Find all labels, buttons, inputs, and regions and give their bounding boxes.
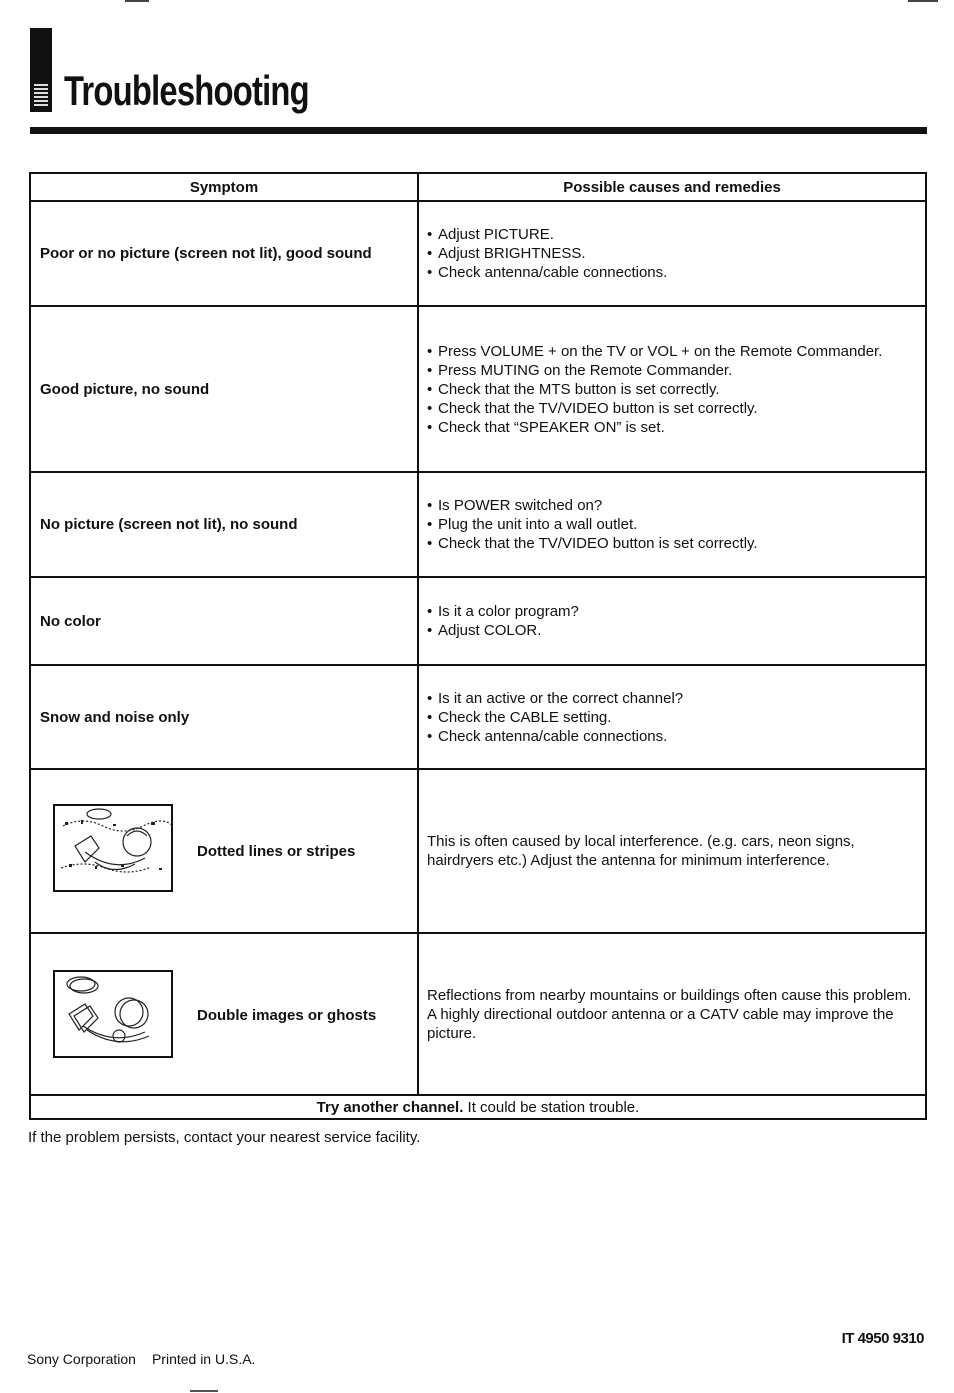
column-header-remedies: Possible causes and remedies bbox=[418, 173, 926, 201]
remedy-item: • Check antenna/cable connections. bbox=[427, 263, 915, 282]
symptom-label: Dotted lines or stripes bbox=[197, 843, 356, 860]
symptom-cell: Poor or no picture (screen not lit), good sound bbox=[30, 201, 418, 306]
table-row bbox=[30, 201, 926, 306]
footer-text: It could be station trouble. bbox=[463, 1098, 640, 1116]
ghost-image-tv-illustration bbox=[53, 970, 173, 1058]
table-row bbox=[30, 577, 926, 665]
symptom-label: Double images or ghosts bbox=[197, 1007, 377, 1024]
interference-tv-illustration bbox=[53, 804, 173, 892]
printed-location: Printed in U.S.A. bbox=[151, 1351, 256, 1367]
remedy-item: • Check the CABLE setting. bbox=[427, 708, 915, 727]
section-tab-marker bbox=[30, 28, 52, 112]
remedies-cell bbox=[418, 201, 926, 306]
remedies-cell bbox=[418, 577, 926, 665]
remedy-item: • Check that “SPEAKER ON” is set. bbox=[427, 418, 915, 437]
remedy-item: • Plug the unit into a wall outlet. bbox=[427, 515, 915, 534]
company-name: Sony Corporation bbox=[27, 1351, 136, 1367]
persist-note: If the problem persists, contact your nearest service facility. bbox=[28, 1129, 421, 1146]
remedies-cell bbox=[418, 472, 926, 577]
imprint bbox=[27, 1351, 271, 1367]
symptom-cell: Snow and noise only bbox=[30, 665, 418, 769]
table-row bbox=[30, 769, 926, 933]
footer-bold-text: Try another channel. bbox=[316, 1098, 464, 1116]
remedy-item: • Press VOLUME + on the TV or VOL + on the Remote Commander. bbox=[427, 342, 915, 361]
remedy-item: • Check that the TV/VIDEO button is set correctly. bbox=[427, 534, 915, 553]
document-code: IT 4950 9310 bbox=[841, 1330, 924, 1347]
remedies-cell bbox=[418, 306, 926, 472]
page-title: Troubleshooting bbox=[64, 67, 309, 114]
remedies-cell bbox=[418, 665, 926, 769]
footer-cell bbox=[30, 1095, 926, 1119]
table-row bbox=[30, 665, 926, 769]
symptom-cell: Good picture, no sound bbox=[30, 306, 418, 472]
bottom-edge-mark bbox=[190, 1390, 218, 1392]
top-edge-mark bbox=[908, 0, 938, 2]
symptom-cell bbox=[30, 769, 418, 933]
remedy-item: • Adjust PICTURE. bbox=[427, 225, 915, 244]
table-row bbox=[30, 933, 926, 1095]
column-header-symptom: Symptom bbox=[30, 173, 418, 201]
title-rule bbox=[30, 127, 927, 134]
table-row bbox=[30, 306, 926, 472]
symptom-cell: No color bbox=[30, 577, 418, 665]
remedy-item: • Check that the TV/VIDEO button is set correctly. bbox=[427, 399, 915, 418]
remedy-item: • Check that the MTS button is set correctly. bbox=[427, 380, 915, 399]
table-footer-row bbox=[30, 1095, 926, 1119]
remedies-cell: This is often caused by local interference. (e.g. cars, neon signs, hairdryers etc.) Adjust the antenna for minimum interference. bbox=[418, 769, 926, 933]
remedy-item: • Is it a color program? bbox=[427, 602, 915, 621]
table-header-row bbox=[30, 173, 926, 201]
remedy-item: • Press MUTING on the Remote Commander. bbox=[427, 361, 915, 380]
symptom-cell bbox=[30, 933, 418, 1095]
remedy-item: • Check antenna/cable connections. bbox=[427, 727, 915, 746]
remedy-item: • Adjust COLOR. bbox=[427, 621, 915, 640]
top-edge-mark bbox=[125, 0, 149, 2]
symptom-cell: No picture (screen not lit), no sound bbox=[30, 472, 418, 577]
remedy-item: • Adjust BRIGHTNESS. bbox=[427, 244, 915, 263]
remedy-item: • Is POWER switched on? bbox=[427, 496, 915, 515]
remedies-cell: Reflections from nearby mountains or buildings often cause this problem. A highly directional outdoor antenna or a CATV cable may improve the picture. bbox=[418, 933, 926, 1095]
table-row bbox=[30, 472, 926, 577]
remedy-item: • Is it an active or the correct channel? bbox=[427, 689, 915, 708]
troubleshooting-table bbox=[29, 172, 927, 1120]
